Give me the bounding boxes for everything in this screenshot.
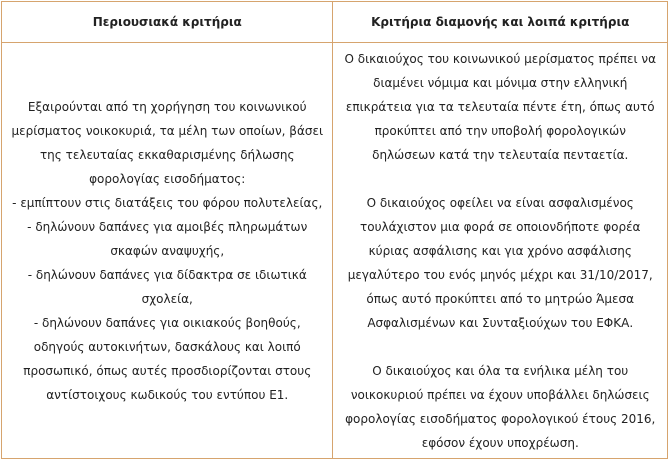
property-line: - δηλώνουν δαπάνες για αμοιβές πληρωμάτων: [27, 219, 308, 234]
property-line: σκαφών αναψυχής,: [110, 243, 225, 258]
insurance-line: κύριας ασφάλισης και για χρόνο ασφάλισης: [368, 243, 632, 258]
property-line: - εμπίπτουν στις διατάξεις του φόρου πολυτελείας,: [12, 195, 323, 210]
tax-return-line: νοικοκυριού πρέπει να έχουν υποβάλλει δηλώσεις: [350, 387, 650, 402]
insurance-line: Ασφαλισμένων και Συνταξιούχων του ΕΦΚΑ.: [367, 315, 634, 330]
property-line: - δηλώνουν δαπάνες για δίδακτρα σε ιδιωτικά: [27, 267, 307, 282]
property-line: Εξαιρούνται από τη χορήγηση του κοινωνικού: [27, 99, 307, 114]
property-line: μερίσματος νοικοκυριά, τα μέλη των οποίων, βάσει: [11, 123, 324, 138]
header-residence-criteria: Κριτήρια διαμονής και λοιπά κριτήρια: [333, 2, 668, 43]
header-row: [2, 2, 668, 43]
tax-return-line: Ο δικαιούχος και όλα τα ενήλικα μέλη του: [372, 363, 629, 378]
criteria-table: [1, 1, 668, 459]
property-line: σχολεία,: [141, 291, 193, 306]
residence-criteria-cell: [333, 43, 668, 459]
insurance-line: μεγαλύτερο του ενός μηνός μέχρι και 31/10/2017,: [347, 267, 653, 282]
insurance-line: Ο δικαιούχος οφείλει να είναι ασφαλισμένος: [366, 195, 634, 210]
property-line: προσωπικό, όπως αυτές προσδιορίζονται στους: [23, 363, 312, 378]
property-criteria-cell: [2, 43, 333, 459]
tax-return-line: εφόσον έχουν υποχρέωση.: [421, 435, 579, 450]
residence-line: δηλώσεων κατά την τελευταία πενταετία.: [372, 147, 629, 162]
residence-line: επικράτεια για τα τελευταία πέντε έτη, όπως αυτό: [345, 99, 655, 114]
property-line: αντίστοιχους κωδικούς του εντύπου Ε1.: [46, 387, 289, 402]
paragraph-gap: [339, 335, 661, 359]
property-line: - δηλώνουν δαπάνες για οικιακούς βοηθούς,: [33, 315, 301, 330]
content-row: [2, 43, 668, 459]
property-line: της τελευταίας εκκαθαρισμένης δήλωσης: [39, 147, 295, 162]
residence-line: διαμένει νόμιμα και μόνιμα στην ελληνική: [373, 75, 628, 90]
paragraph-gap: [339, 167, 661, 191]
insurance-line: τουλάχιστον μια φορά σε οποιονδήποτε φορέα: [360, 219, 641, 234]
property-line: οδηγούς αυτοκινήτων, δασκάλους και λοιπό: [33, 339, 301, 354]
tax-return-line: φορολογίας εισοδήματος φορολογικού έτους 2016,: [345, 411, 656, 426]
insurance-line: όπως αυτό προκύπτει από το μητρώο Άμεσα: [366, 291, 635, 306]
residence-line: προκύπτει από την υποβολή φορολογικών: [374, 123, 626, 138]
residence-line: Ο δικαιούχος του κοινωνικού μερίσματος πρέπει να: [344, 51, 656, 66]
header-property-criteria: Περιουσιακά κριτήρια: [2, 2, 333, 43]
property-line: φορολογίας εισοδήματος:: [89, 171, 246, 186]
